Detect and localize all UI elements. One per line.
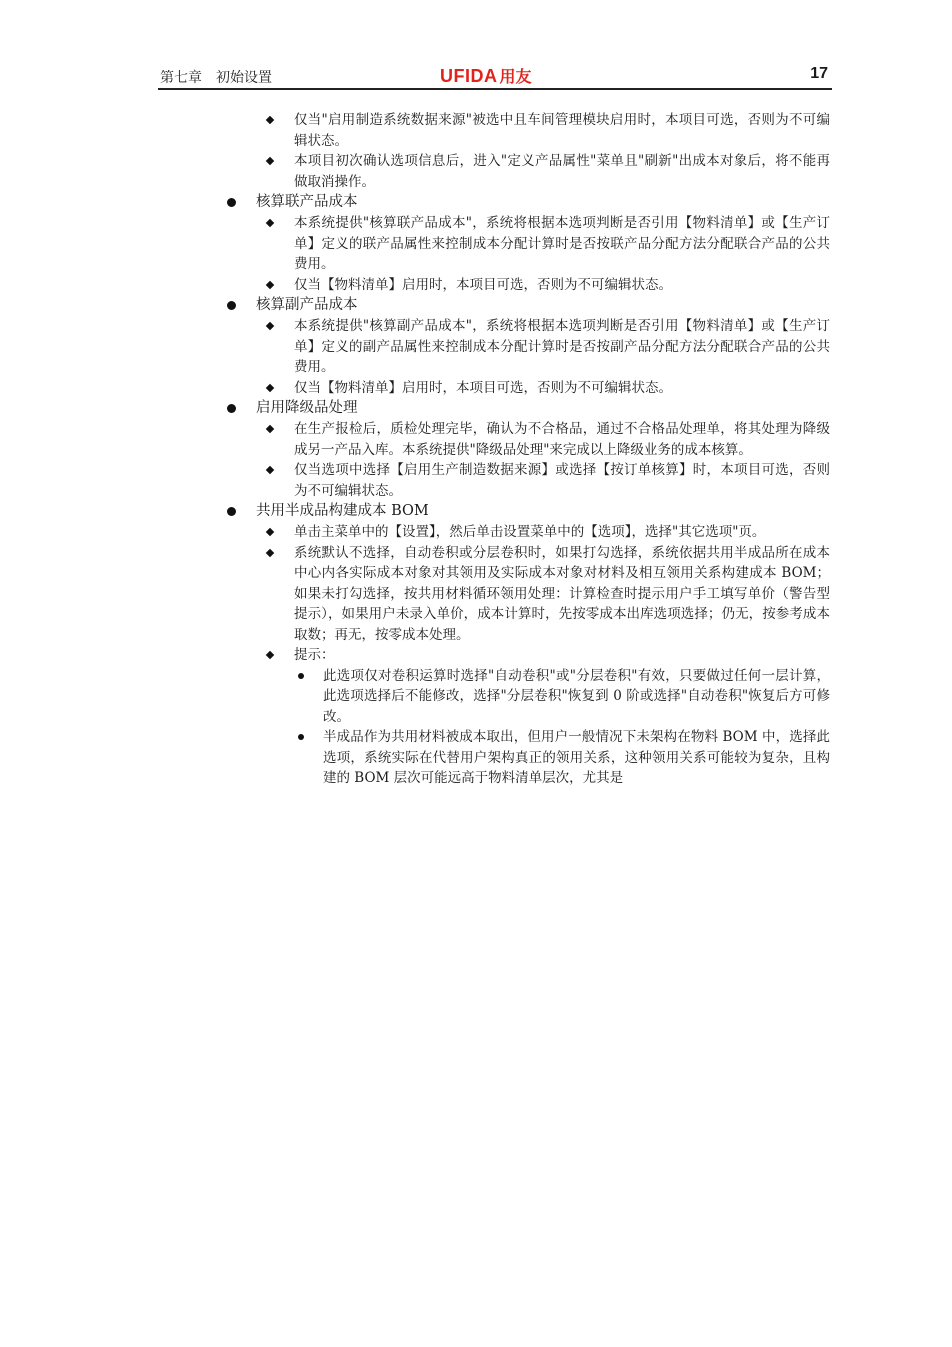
- bullet-icon: [227, 198, 236, 207]
- logo-cn-text: 用友: [499, 67, 532, 86]
- diamond-bullet-icon: [266, 116, 274, 124]
- list-item: 仅当【物料清单】启用时，本项目可选，否则为不可编辑状态。: [294, 378, 830, 399]
- intro-section: [0, 110, 830, 192]
- section-title: 核算副产品成本: [256, 295, 830, 316]
- list-item: 提示： 此选项仅对卷积运算时选择"自动卷积"或"分层卷积"有效，只要做过任何一层计算，此选项选择后不能修改，选择"分层卷积"恢复到 0 阶或选择"自动卷积"恢复后方可修改。 半成品作为共用材料被成本取出，但用户一般情况下未架构在物料 BOM 中，选择此选项，系统实际在代替用户架构真正的领用关系，这种领用关系可能较为复杂，且构建的 BOM 层次可能远高于物料清单层次，尤其是: [294, 645, 830, 789]
- list-item: 系统默认不选择，自动卷积或分层卷积时，如果打勾选择，系统依据共用半成品所在成本中心内各实际成本对象对其领用及实际成本对象对材料及相互领用关系构建成本 BOM；如果未打勾选择，按共用材料循环领用处理：计算检查时提示用户手工填写单价（警告型提示），如果用户未录入单价，成本计算时，先按零成本出库选项选择；仍无，按参考成本取数；再无，按零成本处理。: [294, 543, 830, 646]
- small-bullet-icon: [298, 673, 304, 679]
- diamond-bullet-icon: [266, 425, 274, 433]
- chapter-title: 第七章 初始设置: [160, 70, 272, 86]
- list-item: 本项目初次确认选项信息后，进入"定义产品属性"菜单且"刷新"出成本对象后，将不能再做取消操作。: [294, 151, 830, 192]
- page-header: [158, 64, 832, 90]
- tip-item: 半成品作为共用材料被成本取出，但用户一般情况下未架构在物料 BOM 中，选择此选项，系统实际在代替用户架构真正的领用关系，这种领用关系可能较为复杂，且构建的 BOM 层次可能远高于物料清单层次，尤其是: [323, 727, 830, 789]
- diamond-bullet-icon: [266, 548, 274, 556]
- diamond-bullet-icon: [266, 219, 274, 227]
- page-number: 17: [810, 65, 828, 82]
- diamond-bullet-icon: [266, 651, 274, 659]
- section-by-product-cost: [0, 295, 830, 398]
- diamond-bullet-icon: [266, 528, 274, 536]
- diamond-bullet-icon: [266, 383, 274, 391]
- logo-ufida-text: UFIDA: [440, 66, 498, 86]
- diamond-bullet-icon: [266, 466, 274, 474]
- list-item: 在生产报检后，质检处理完毕，确认为不合格品，通过不合格品处理单，将其处理为降级成另一产品入库。本系统提供"降级品处理"来完成以上降级业务的成本核算。: [294, 419, 830, 460]
- section-title: 共用半成品构建成本 BOM: [256, 501, 830, 522]
- section-shared-semi-product-bom: [0, 501, 830, 789]
- ufida-logo: [440, 64, 532, 87]
- list-item: 仅当【物料清单】启用时，本项目可选，否则为不可编辑状态。: [294, 275, 830, 296]
- list-item: 仅当"启用制造系统数据来源"被选中且车间管理模块启用时，本项目可选，否则为不可编辑状态。: [294, 110, 830, 151]
- page-content: [0, 110, 952, 789]
- section-downgrade-processing: [0, 398, 830, 501]
- list-item: 单击主菜单中的【设置】，然后单击设置菜单中的【选项】，选择"其它选项"页。: [294, 522, 830, 543]
- list-item: 本系统提供"核算副产品成本"，系统将根据本选项判断是否引用【物料清单】或【生产订单】定义的副产品属性来控制成本分配计算时是否按副产品分配方法分配联合产品的公共费用。: [294, 316, 830, 378]
- small-bullet-icon: [298, 734, 304, 740]
- bullet-icon: [227, 301, 236, 310]
- section-title: 核算联产品成本: [256, 192, 830, 213]
- diamond-bullet-icon: [266, 322, 274, 330]
- bullet-icon: [227, 507, 236, 516]
- list-item: 仅当选项中选择【启用生产制造数据来源】或选择【按订单核算】时，本项目可选，否则为不可编辑状态。: [294, 460, 830, 501]
- section-title: 启用降级品处理: [256, 398, 830, 419]
- diamond-bullet-icon: [266, 157, 274, 165]
- diamond-bullet-icon: [266, 280, 274, 288]
- section-joint-product-cost: [0, 192, 830, 295]
- list-item: 本系统提供"核算联产品成本"，系统将根据本选项判断是否引用【物料清单】或【生产订单】定义的联产品属性来控制成本分配计算时是否按联产品分配方法分配联合产品的公共费用。: [294, 213, 830, 275]
- bullet-icon: [227, 404, 236, 413]
- tip-item: 此选项仅对卷积运算时选择"自动卷积"或"分层卷积"有效，只要做过任何一层计算，此选项选择后不能修改，选择"分层卷积"恢复到 0 阶或选择"自动卷积"恢复后方可修改。: [323, 666, 830, 728]
